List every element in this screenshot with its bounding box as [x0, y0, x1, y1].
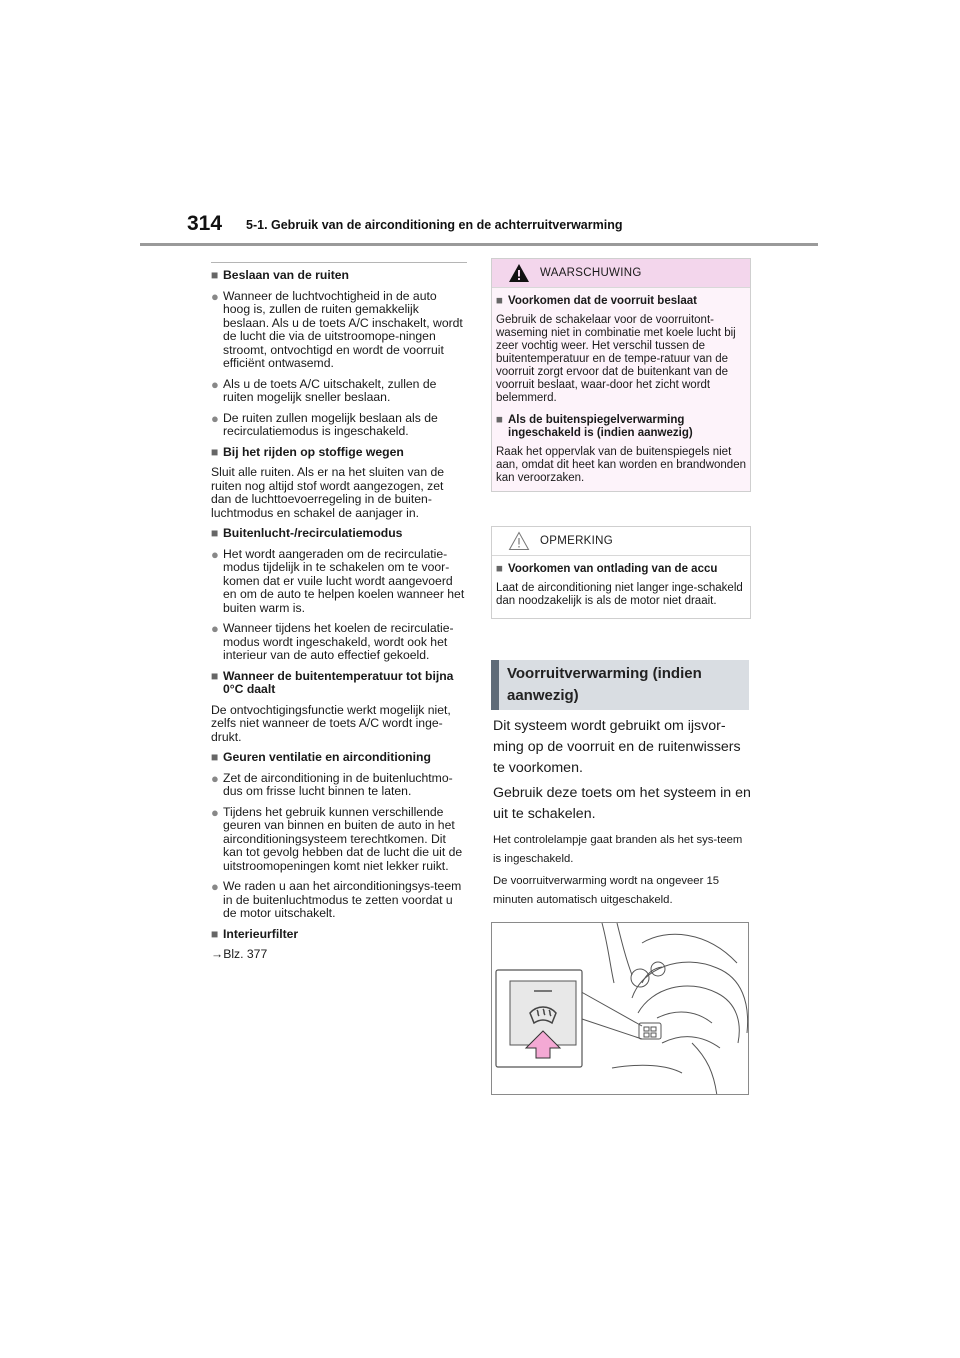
bullet-item: ● We raden u aan het airconditioningsys-teem in de buitenluchtmodus te zetten voordat u de motor uitschakelt. [211, 879, 462, 920]
bullet-item: ● Wanneer de luchtvochtigheid in de auto hoog is, zullen de ruiten gemakkelijk beslaan. Als u de toets A/C inschakelt, wordt de lucht die via de uitstroomope-ningen stroomt, ontvochtigd en wordt de voorruit efficiënt ontwasemd. [211, 288, 463, 370]
paragraph: Sluit alle ruiten. Als er na het sluiten van de ruiten nog altijd stof wordt aangezogen, zet dan de luchttoevoerregeling in de buiten-luchtmodus en schakel de aanjager in. [211, 465, 445, 520]
body-paragraph: Gebruik deze toets om het systeem in en uit te schakelen. [493, 785, 751, 822]
notice-title: OPMERKING [540, 535, 613, 547]
circle-bullet-icon: ● [211, 621, 219, 636]
small-paragraph: De voorruitverwarming wordt na ongeveer 15 minuten automatisch uitgeschakeld. [493, 875, 720, 906]
notice-body [492, 556, 750, 618]
warning-paragraph: Gebruik de schakelaar voor de voorruitont-waseming niet in combinatie met koele lucht bij zeer vochtig weer. Het verschil tussen de buitentemperatuur en de tempe-ratuur van de voorruit zorgt ervoor dat de buitenkant van de voorruit beslaat, waar-door het zicht wordt belemmerd. [496, 314, 736, 404]
section-heading: ■ Bij het rijden op stoffige wegen [211, 444, 404, 459]
section-heading: ■ Interieurfilter [211, 926, 299, 941]
chapter-title: 5-1. Gebruik van de airconditioning en de achterruitverwarming [246, 218, 623, 232]
square-bullet-icon: ■ [496, 414, 503, 426]
warning-heading: ■ Voorkomen dat de voorruit beslaat [496, 295, 697, 307]
circle-bullet-icon: ● [211, 879, 219, 894]
section-title: Voorruitverwarming (indien aanwezig) [491, 660, 749, 710]
bullet-item: ● De ruiten zullen mogelijk beslaan als de recirculatiemodus is ingeschakeld. [211, 410, 438, 438]
circle-bullet-icon: ● [211, 804, 219, 820]
circle-bullet-icon: ● [211, 410, 219, 426]
left-column [211, 262, 467, 969]
top-rule [211, 262, 467, 263]
bullet-item: ● Wanneer tijdens het koelen de recirculatie-modus wordt ingeschakeld, wordt ook het interieur van de auto effectief gekoeld. [211, 621, 454, 662]
warning-box [491, 258, 751, 492]
circle-bullet-icon: ● [211, 546, 219, 562]
notice-box [491, 526, 751, 619]
warning-header [492, 259, 750, 288]
circle-bullet-icon: ● [211, 376, 219, 392]
dashboard-drawing [492, 923, 749, 1095]
square-bullet-icon: ■ [211, 926, 219, 941]
warning-body [492, 288, 750, 491]
section-heading: ■ Beslaan van de ruiten [211, 268, 349, 282]
square-bullet-icon: ■ [211, 750, 219, 764]
section-heading: ■ Geuren ventilatie en airconditioning [211, 750, 431, 764]
bullet-item: ● Tijdens het gebruik kunnen verschillende geuren van binnen en buiten de auto in het airconditioningsysteem terechtkomen. Dit kan tot gevolg hebben dat de lucht die uit de uitstroomopeningen komt niet lekker ruikt. [211, 804, 463, 873]
paragraph: De ontvochtigingsfunctie werkt mogelijk niet, zelfs niet wanneer de toets A/C wordt inge-drukt. [211, 702, 451, 744]
bullet-item: ● Als u de toets A/C uitschakelt, zullen de ruiten mogelijk sneller beslaan. [211, 376, 437, 404]
warning-paragraph: Raak het oppervlak van de buitenspiegels niet aan, omdat dit heet kan worden en brandwonden kan veroorzaken. [496, 446, 746, 484]
notice-paragraph: Laat de airconditioning niet langer inge-schakeld dan noodzakelijk is als de motor niet draait. [496, 582, 743, 607]
notice-header [492, 527, 750, 556]
square-bullet-icon: ■ [211, 526, 219, 540]
dashboard-illustration [491, 922, 749, 1095]
warning-heading: ■ Als de buitenspiegelverwarming ingeschakeld is (indien aanwezig) [496, 414, 693, 439]
right-column [493, 716, 751, 913]
bullet-item: ● Het wordt aangeraden om de recirculatie-modus tijdelijk in te schakelen om te voor-komen dat er vuile lucht wordt aangevoerd en om de auto te helpen koelen wanneer het buiten warm is. [211, 546, 465, 615]
square-bullet-icon: ■ [211, 668, 219, 683]
circle-bullet-icon: ● [211, 288, 219, 304]
page-reference: →Blz. 377 [211, 947, 268, 961]
square-bullet-icon: ■ [496, 295, 503, 307]
header-rule [140, 243, 818, 246]
page-number: 314 [187, 212, 223, 235]
section-heading: ■ Wanneer de buitentemperatuur tot bijna 0°C daalt [211, 668, 454, 696]
square-bullet-icon: ■ [211, 268, 219, 282]
warning-triangle-icon [508, 263, 530, 283]
notice-heading: ■ Voorkomen van ontlading van de accu [496, 563, 718, 575]
caution-triangle-icon [508, 531, 530, 551]
bullet-item: ● Zet de airconditioning in de buitenluchtmo-dus om frisse lucht binnen te laten. [211, 770, 453, 798]
body-paragraph: Dit systeem wordt gebruikt om ijsvor-ming op de voorruit en de ruitenwissers te voorkomen. [493, 718, 741, 776]
circle-bullet-icon: ● [211, 770, 219, 786]
warning-title: WAARSCHUWING [540, 267, 642, 279]
section-heading: ■ Buitenlucht-/recirculatiemodus [211, 526, 403, 540]
square-bullet-icon: ■ [496, 563, 503, 575]
square-bullet-icon: ■ [211, 444, 219, 459]
small-paragraph: Het controlelampje gaat branden als het sys-teem is ingeschakeld. [493, 834, 743, 865]
